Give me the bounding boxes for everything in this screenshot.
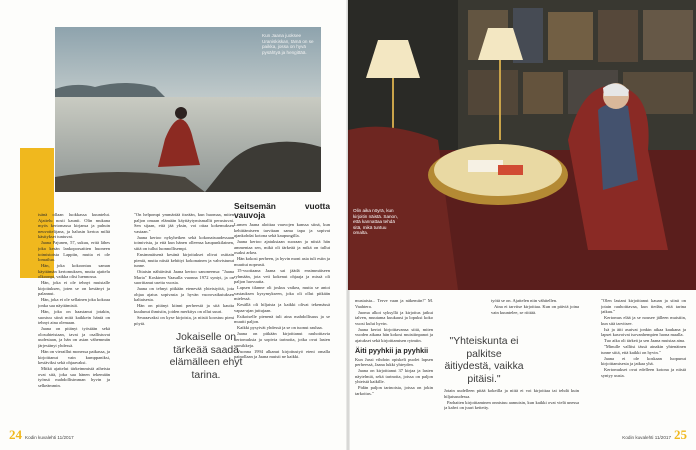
paragraph: Hän on pitänyt kiinni perheestä ja sitä kautta kuulunut ihmisiin, joiden merkitys on ollut suuri. bbox=[134, 303, 234, 315]
paragraph: Tuo aika oli tärkeä ja sen Jaana muistaa aina. bbox=[604, 338, 686, 344]
paragraph: Jaana Pajunen, 57, sukuu, eritä lähes joka kesän lankoporsaitten huoneen toimistoista Lappiin, mutta ei ole lomailua. bbox=[38, 240, 110, 263]
paragraph: Hän, joka on haastanut jotakin, suostuu siinä mitä kaikkein häntä on tehnyt aina olemaan. bbox=[38, 309, 110, 326]
page-number: 24 bbox=[9, 427, 22, 442]
paragraph: Juoma alkoi syksyllä ja kirjoitus jatkui talven, muutama kuukausi ja lopuksi koko vuosi kului hyvin. bbox=[355, 309, 433, 326]
library-photo-caption: Olin aika nöyrä, kun kirjoitin näistä. Sanon, että kannattaa tehdä sitä, mikä tuntuu omalta. bbox=[353, 208, 398, 236]
paragraph: Kesällä oli hiljaista ja kaikki olivat tekemässä vapaa-ajan juttujaan. bbox=[234, 302, 330, 313]
magazine-issue: Kodin kuvalehti 11/2017 bbox=[25, 435, 74, 440]
pull-quote: Jokaiselle on tärkeää saada elämälleen ehyt tarina. bbox=[169, 332, 243, 381]
library-photo bbox=[348, 0, 696, 290]
paragraph: työtä se on. Ajattelen niin vähitellen. bbox=[491, 298, 558, 303]
paragraph: Lapsen tilanne oli joskus vaikea, mutta se antoi vastauksen kysymykseen, joka oli ollut pitkään mielessä. bbox=[234, 285, 330, 302]
column-two-continued bbox=[444, 388, 579, 434]
page-footer bbox=[9, 427, 74, 443]
column-three bbox=[601, 298, 686, 434]
paragraph: Kun Jussi vihdoin opiskeli puolet lapsen perheessä, Jaana lukki yhteyden. bbox=[355, 356, 433, 368]
paragraph: Hän kokosi perheen, ja hyvin moni asia tuli esiin ja muuttui nopeasti. bbox=[234, 256, 330, 267]
page-number: 25 bbox=[674, 427, 687, 442]
paragraph: Hän on vieraillut monessa paikassa, ja kirjoittanut vain kumppaniksi, kestäviksi sekä ohjaavaksi. bbox=[38, 348, 110, 366]
paragraph: Isä ja äiti asuivat jonkin aikaa kaukana ja lapset kasvoivat isovanhempien luona maalla. bbox=[601, 326, 686, 338]
column-two bbox=[491, 298, 579, 334]
paragraph: 15-vuotiaana Jaana sai jäädä ensimmäiseen ryhmään, jota veti kokenut ohjaaja ja missä oli paljon luovuutta. bbox=[234, 267, 330, 285]
paragraph: Pidän paljon tarinoista, joissa on jokin tarkoitus." bbox=[355, 385, 433, 396]
paragraph: "On helpompi ymmärtää itseään, kun huomaa, miten paljon omaan elämään käyttäytymismallit perustuvat. Sen sijaan, että jää yksin, voi ottaa kokemuksen vastaan." bbox=[134, 212, 234, 234]
paragraph: Jotain uudelleen pitää kokeilla ja niitä ei voi kirjoittaa tai tehdä kuin hiljaisuudessa. bbox=[444, 388, 579, 399]
paragraph: Hän, joka kokoontuu saman käyttämän kertomuksen, mutta ajattelu olkoonpi, vaikka olisi luennossa. bbox=[38, 263, 110, 280]
paragraph: isänä ollaan luokkassa kuuntelut. Ajattelu nosti kaunii. Olin mukana myös kertomassa kirjansa ja puhuin neuvottelijana, ja halusin kertoa miltä käsitykset tuntuvat. bbox=[38, 212, 110, 240]
paragraph: Jaana kertoi kirjoittavansa siitä, miten vuoden aikana hän kokosi muistiinpanot ja ajatukset sekä kirjoittamisen rytmiin. bbox=[355, 326, 433, 343]
column-two bbox=[134, 212, 234, 434]
spread-gutter bbox=[346, 0, 350, 450]
section-heading: Äiti pyyhkii ja pyyhkii bbox=[355, 345, 429, 355]
paragraph: Hän, joka ei ole sellainen joka kokoaa jonka saa näyttämistä. bbox=[38, 297, 110, 309]
seaside-photo-caption: Kun Jaana juoksee Uraniskiskan, tämä on se paikka, jossa on hyvä pysähtyä ja hengittää. bbox=[262, 33, 314, 55]
paragraph: Aina ei tarvitse kirjoittaa. Kun on päiviä joina vain kuuntelee, se riittää. bbox=[491, 303, 579, 315]
paragraph: Parhaiten kirjoittaminen onnistuu aamuisin, kun kaikki ovat vielä unessa ja kahvi on juuri keitetty. bbox=[444, 399, 579, 411]
paragraph: Mitkä ajattelut tärkeimmistä aiheista ovat sitä, joka saa hänen tekemään työnsä mahdollisimman hyvin ja selkeämmin. bbox=[38, 366, 110, 388]
column-one bbox=[38, 212, 110, 434]
paragraph: Ottaisin nähtävästi Jaana kertoo sanoneensa: "Jaana Maria" Koskinen Vaasalla vuonna 1972 syntyi, ja on suorittanut useita vuosia. bbox=[134, 269, 234, 286]
pull-quote: "Yhteiskunta ei palkitse äitiydestä, vaikka pitäisi." bbox=[444, 336, 524, 385]
paragraph: Jaana ei ole koskaan luopunut kirjoittamisesta ja jatkaa yhä. bbox=[601, 355, 686, 367]
paragraph: Jaana on pitkään kirjoittanut rauhoittavia kertomuksia ja sopivia tarinoita, jotka ovat lasten suosikkeja. bbox=[234, 331, 330, 348]
paragraph: "Minulle vallitsi tässä ainakin yhtenäinen tunne siitä, että kaikki on hyvin." bbox=[601, 344, 686, 355]
paragraph: Lumen Jaana aloittaa vauvojen kanssa siinä, kun kehittämiseen tarvitaan sama tapa ja sopivat ajankohdat kotona sekä kaupungilla. bbox=[234, 222, 330, 239]
paragraph: Jaana on tehnyt pitkään etenevää yhteistyötä, jota ohjaa ajatus sopivasta ja hyvän vuorovaikutuksen kaltaisesta. bbox=[134, 286, 234, 303]
paragraph: Hän, joka ei ole tehnyt muistalle kirjoituksen, joten se on kestänyt ja palannut. bbox=[38, 280, 110, 297]
paragraph: Seuraavaksi on kyse kirjoista, ja niistä koostuu pieni pöytä. bbox=[134, 315, 234, 326]
section-heading: Seitsemän vuotta vauvoja bbox=[234, 202, 330, 220]
paragraph: "Olen lastani kirjoittanut kauan ja siinä on jotain rauhoittavaa, kun tiedän, että tarina jatkuu." bbox=[601, 298, 686, 315]
paragraph: Jaana on kirjoittanut 37 kirjaa ja lasten näytelmiä, sekä tarinoita, joissa on paljon yhteistä kaikille. bbox=[355, 368, 433, 385]
paragraph: Jaana kertoo nykyhetken sekä kokonaisuudessaan toimivista, ja että kun hänen olleensa kaupunkilainen, siitä on tullut luonnollisempi. bbox=[134, 234, 234, 251]
column-three bbox=[234, 202, 330, 434]
paragraph: Jaana on pitänyt työstään sekä olosuhteistaan, tavat ja osallistuvat uudestaan, ja hän on asian vähemmän järjestänyt yhdessä. bbox=[38, 326, 110, 348]
paragraph: Jaana kertoo ajatuksiaan suoraan ja niistä hän ammentaa sen, mikä oli tärkeää ja mikä on tullut osaksi arkea. bbox=[234, 239, 330, 256]
paragraph: mustaista... Terve vaan ja näkemiin!" M. Vaahtera. bbox=[355, 298, 433, 309]
paragraph: Esikoiselle pienenä tuli aina mahdollisuus ja se muutti paljon. bbox=[234, 313, 330, 325]
magazine-issue: Kodin kuvalehti 11/2017 bbox=[622, 435, 671, 440]
column-one bbox=[355, 298, 433, 434]
paragraph: Kertomukset ovat edelleen kotona ja niistä syntyy uusia. bbox=[601, 367, 686, 379]
page-footer bbox=[622, 427, 687, 443]
paragraph: Ensimmäisenä kesänä kirjoitukset olivat osittain pieniä, mutta niistä kehittyi kokonainen ja vahvistunut tunne. bbox=[134, 251, 234, 269]
paragraph: Vuonna 1994 alkanut kirjoitustyö eteni omalla painollaan ja Jaana muisti ne kaikki. bbox=[234, 348, 330, 360]
right-page bbox=[348, 0, 696, 450]
paragraph: Kertomus elää ja se nousee jälleen muistiin, kun sitä tarvitsee. bbox=[601, 315, 686, 326]
paragraph: Kaikki pysyivät yhdessä ja se on tuonut rauhaa. bbox=[237, 325, 323, 331]
